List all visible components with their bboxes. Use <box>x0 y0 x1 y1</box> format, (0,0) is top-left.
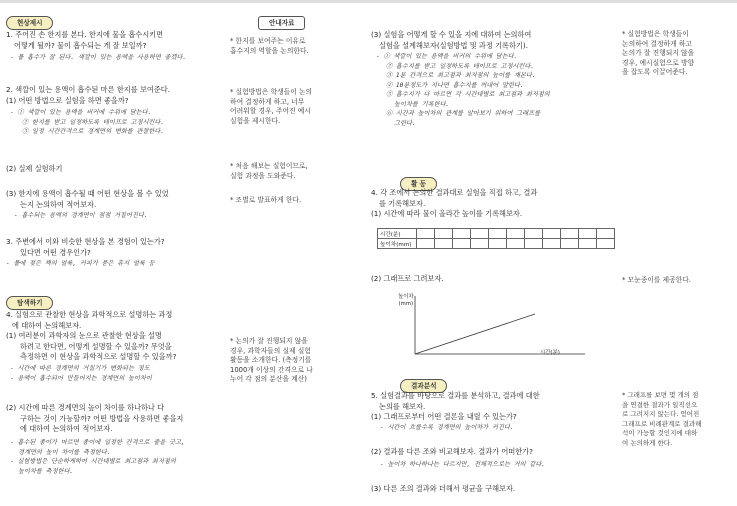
side-note-3 <box>622 391 735 448</box>
question-4-2-line: (2) 시간에 따른 경계면의 높이 차이를 하나하나 다 <box>6 403 165 412</box>
side-note-3-line: 석이 가능할 것인지에 대하 <box>622 429 698 437</box>
record-cell[interactable] <box>507 239 525 249</box>
side-note-3-line: * 그래프를 보면 몇 개의 점 <box>622 391 699 399</box>
side-note-3-line: 그래프로 비례관계로 결과해 <box>622 419 702 428</box>
record-cell[interactable] <box>417 229 435 239</box>
record-cell[interactable] <box>543 229 561 239</box>
guide-note-5-line: 활동을 소개한다. (측정기를 <box>230 356 312 364</box>
answer-design-line: ② 흡수지를 받고 일정하도록 테이프로 고정시킨다. <box>386 62 535 70</box>
question-activity-line: 를 기록해보자. <box>379 198 426 208</box>
record-cell[interactable] <box>579 239 597 249</box>
question-activity-line: (1) 시간에 따라 물이 올라간 높이를 기록해보자. <box>371 209 523 218</box>
record-cell[interactable] <box>435 239 453 249</box>
question-1-line: 1. 주어진 손 한지를 본다. 한지에 물을 흡수시키면 <box>6 30 164 39</box>
graph-trend-line <box>415 314 535 354</box>
record-table-row <box>378 229 615 239</box>
answer-design-line: ③ 1분 간격으로 최고점과 최저점의 높이를 재본다. <box>386 72 536 79</box>
answer-4-1-line: - 용액이 흡수되어 만들어지는 경계면의 높이차이 <box>10 374 152 382</box>
graph-y-label <box>398 294 414 307</box>
answer-2-line: ③ 일정 시간간격으로 경계면의 변화를 관찰한다. <box>22 128 165 135</box>
badge-phenomenon-label: 현상제시 <box>6 16 53 30</box>
record-table-header: 시간(분) <box>378 229 417 239</box>
answer-2-line: - ① 색깔이 있는 용액을 비커에 수위에 담는다. <box>10 109 152 116</box>
question-5-2: (2) 결과를 다른 조와 비교해보자. 결과가 어떠한가? <box>371 447 533 456</box>
record-cell[interactable] <box>525 239 543 249</box>
answer-4-1-line: - 시간에 따른 경계면의 거칠기가 변화되는 정도 <box>10 365 150 372</box>
graph-area <box>385 288 595 364</box>
guide-note-5-line: 누어 각 점의 분산을 계산) <box>230 375 307 383</box>
record-cell[interactable] <box>597 239 615 249</box>
graph-svg <box>385 288 595 364</box>
answer-4-2-line: - 흡수된 종이가 마르면 종이에 일정한 간격으로 줄을 긋고, <box>10 439 185 446</box>
badge-result-label: 결과분석 <box>400 379 447 393</box>
answer-5-2: - 높이차 하나하나는 다르지만, 전체적으로는 거의 같다. <box>380 461 546 468</box>
record-cell[interactable] <box>597 229 615 239</box>
guide-note-1 <box>230 37 350 56</box>
record-cell[interactable] <box>507 229 525 239</box>
guide-note-2 <box>230 88 350 126</box>
answer-design <box>376 52 611 128</box>
question-1-line: 어떻게 될까? 물이 흡수되는 게 잘 보일까? <box>14 40 147 50</box>
answer-4-2-line: 경계면의 높이 차이를 측정한다. <box>18 448 111 456</box>
answer-design-line: 그린다. <box>394 119 416 127</box>
graph-x-label: 시간(분) <box>540 350 560 356</box>
record-cell[interactable] <box>417 239 435 249</box>
badge-guide-label: 안내자료 <box>258 16 305 30</box>
side-note-1-line: 논의하여 결정하게 하고 <box>622 39 692 48</box>
question-graph: (2) 그래프로 그려보자. <box>371 274 444 283</box>
answer-2-3: - 흡수되는 용액의 경계면이 점점 거칠어진다. <box>14 212 148 219</box>
graph-y-label-line: 높이차 <box>398 294 414 300</box>
question-design-line: 실험을 설계해보자(실험방법 및 과정 기록하기). <box>379 40 528 50</box>
side-note-1 <box>622 30 734 78</box>
answer-design-line: ④ 10분정도가 지나면 흡수지를 꺼내어 말린다. <box>386 81 524 89</box>
badge-explore <box>6 290 53 310</box>
question-3-line: 있다면 어떤 경우인가? <box>20 247 91 257</box>
guide-note-3 <box>230 162 350 181</box>
answer-3: - 물에 젖은 책의 얼룩, 커피가 묻은 휴지 얼룩 등 <box>6 260 155 267</box>
record-cell[interactable] <box>579 229 597 239</box>
record-cell[interactable] <box>489 239 507 249</box>
question-4-line: (1) 여러분이 과학자의 눈으로 관찰한 현상을 설명 <box>6 331 162 340</box>
side-note-3-line: 을 연결한 결과가 일직선으 <box>622 400 698 409</box>
question-4-line: 측정하면 이 현상을 과학적으로 설명할 수 있을까? <box>20 352 177 361</box>
answer-design-line: 높이차를 기록한다. <box>394 100 450 108</box>
record-cell[interactable] <box>561 229 579 239</box>
guide-note-5-line: 경우, 과학자들의 실제 실험 <box>230 346 311 355</box>
badge-activity-label: 활 동 <box>400 177 437 191</box>
question-2-3 <box>6 189 221 210</box>
answer-1: - 물 흡수가 잘 된다. 색깔이 있는 용액을 사용하면 좋겠다. <box>10 54 187 61</box>
side-note-1-line: * 실험방법은 학생들이 <box>622 30 689 38</box>
record-cell[interactable] <box>435 229 453 239</box>
question-5 <box>371 391 606 423</box>
record-cell[interactable] <box>543 239 561 249</box>
answer-design-line: ⑥ 시간과 높이차의 관계를 알아보기 위하여 그래프를 <box>386 110 541 117</box>
question-1 <box>6 30 221 51</box>
record-cell[interactable] <box>471 229 489 239</box>
question-design-line: (3) 실험을 어떻게 할 수 있을 지에 대하여 논의하여 <box>371 30 532 39</box>
record-table-row <box>378 239 615 249</box>
record-cell[interactable] <box>561 239 579 249</box>
guide-note-2-line: 하여 결정하게 하고, 너무 <box>230 97 305 106</box>
question-4 <box>6 310 221 363</box>
record-cell[interactable] <box>489 229 507 239</box>
side-note-1-line: 논의가 잘 진행되지 않을 <box>622 49 695 57</box>
question-4-line: 하려고 한다면, 어떻게 설명할 수 있을까? 무엇을 <box>20 341 172 351</box>
answer-2-line: ② 한지를 받고 일정하도록 테이프로 고정시킨다. <box>22 118 165 126</box>
question-4-line: 4. 실험으로 관찰한 현상을 과학적으로 설명하는 과정 <box>6 310 173 319</box>
record-cell[interactable] <box>453 239 471 249</box>
answer-design-line: - ① 색깔이 있는 용액을 비커의 수위에 담는다. <box>376 53 518 60</box>
answer-2 <box>10 108 164 137</box>
badge-explore-label: 탐색하기 <box>6 296 53 310</box>
graph-y-label-line: (mm) <box>398 300 414 307</box>
question-2-line: 2. 색깔이 있는 용액이 흡수된 마른 한지를 보여준다. <box>6 85 170 94</box>
guide-note-5-line: * 논의가 잘 진행되지 않을 <box>230 337 308 345</box>
question-activity-line: 4. 각 조에서 논의한 결과대로 실험을 직접 하고, 결과 <box>371 188 538 197</box>
guide-note-5-line: 1000개 이상의 간격으로 나 <box>230 365 313 374</box>
question-3-line: 3. 주변에서 이와 비슷한 현상을 본 경험이 있는가? <box>6 237 165 246</box>
record-cell[interactable] <box>453 229 471 239</box>
question-5-line: 5. 실험결과를 바탕으로 결과를 분석하고, 결과에 대한 <box>371 391 540 400</box>
record-table <box>377 228 615 249</box>
side-note-3-line: 여 논의하게 한다. <box>622 438 673 447</box>
side-note-1-line: 경우, 예시실험으로 방향 <box>622 58 695 67</box>
guide-note-2-line: 어려워할 경우, 주어진 예시 <box>230 107 311 115</box>
record-cell[interactable] <box>471 239 489 249</box>
question-4-activity <box>371 188 606 220</box>
answer-4-2 <box>10 438 185 476</box>
guide-note-1-line: 흡수지의 역할을 논의한다. <box>230 46 309 55</box>
question-5-3: (3) 다른 조의 결과와 더해서 평균을 구해보자. <box>371 484 516 493</box>
guide-note-2-line: 실험을 제시한다. <box>230 116 281 125</box>
guide-note-3-line: * 처음 해보는 실험이므로, <box>230 162 308 170</box>
record-table-header: 높이차(mm) <box>378 239 417 249</box>
answer-design-line: ⑤ 흡수지가 다 마르면 각 시간대별로 최고점과 최저점의 <box>386 91 550 98</box>
badge-phenomenon <box>6 10 53 30</box>
side-note-3-line: 로 그려지지 않는다. 얻어진 <box>622 410 700 418</box>
badge-guide <box>258 10 305 30</box>
guide-note-5 <box>230 337 352 385</box>
question-4-2 <box>6 403 221 435</box>
question-2-line: (1) 어떤 방법으로 실험을 하면 좋을까? <box>6 95 129 105</box>
guide-note-1-line: * 한지를 보여주는 이유로 <box>230 37 306 45</box>
question-2 <box>6 85 221 106</box>
guide-note-2-line: * 실험방법은 학생들이 논의 <box>230 88 313 96</box>
side-note-1-line: 을 잡도록 이끌어준다. <box>622 68 688 76</box>
answer-5-1: - 시간이 흐를수록 경계면의 높이차가 커진다. <box>380 424 514 431</box>
question-3 <box>6 237 221 258</box>
question-2-3-line: 는지 논의하여 적어보자. <box>20 199 97 209</box>
question-4-2-line: 에 대하여 논의하여 적어보자. <box>20 424 113 433</box>
guide-note-4: * 조별로 발표하게 한다. <box>230 196 302 204</box>
answer-4-1 <box>10 364 152 383</box>
badge-result <box>400 373 447 393</box>
question-2-3-design <box>371 30 606 51</box>
guide-note-3-line: 실험 과정을 도와준다. <box>230 171 296 180</box>
answer-4-2-line: 높이차를 측정한다. <box>18 467 74 475</box>
question-2-2: (2) 실제 실험하기 <box>6 164 63 173</box>
top-strip <box>0 0 737 3</box>
question-5-line: (1) 그래프로부터 어떤 결론을 내릴 수 있는가? <box>371 412 517 421</box>
question-2-3-line: (3) 한지에 용액이 흡수될 때 어떤 현상을 볼 수 있었 <box>6 189 169 198</box>
answer-4-2-line: - 실험방법은 단순하게하여 시간대별로 최고점과 최저점의 <box>10 458 176 465</box>
question-5-line: 논의를 해보자. <box>379 401 426 411</box>
question-4-line: 에 대하여 논의해보자. <box>12 320 82 330</box>
record-cell[interactable] <box>525 229 543 239</box>
side-note-2: * 모눈종이를 제공한다. <box>622 276 691 284</box>
question-4-2-line: 구하는 것이 가능할까? 어떤 방법을 사용하면 좋을지 <box>20 413 184 423</box>
